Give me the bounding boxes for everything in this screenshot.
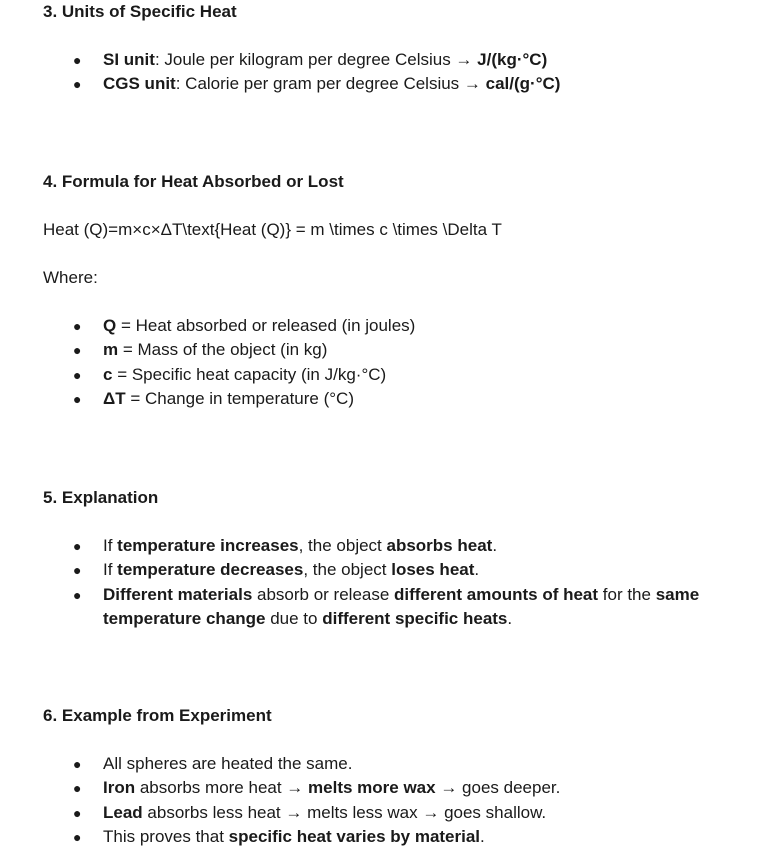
bullet-icon: ● (73, 366, 82, 383)
list-text: = Heat absorbed or released (in joules) (116, 316, 416, 335)
list-term: SI unit (103, 50, 155, 69)
list-item (0, 338, 779, 362)
list-text: If (103, 536, 118, 555)
bullet-icon: ● (73, 562, 82, 579)
list-text: . (480, 826, 485, 846)
list-item (0, 48, 779, 72)
list-unit: cal/(g·°C) (485, 74, 561, 94)
section-3-heading: 3. Units of Specific Heat (43, 2, 237, 21)
list-text: : Calorie per gram per degree Celsius → (175, 74, 486, 94)
list-text: , the object (303, 560, 392, 580)
section-6-list (0, 752, 779, 849)
bullet-icon: ● (73, 804, 82, 821)
list-item (0, 534, 779, 558)
list-text: absorbs less heat → melts less wax → goes shallow. (142, 802, 547, 822)
list-text: . (492, 536, 498, 555)
list-term: ΔT (103, 388, 126, 408)
list-unit: J/(kg·°C) (477, 50, 548, 69)
bullet-icon: ● (73, 52, 82, 68)
list-item (0, 558, 779, 582)
list-item (0, 387, 779, 411)
list-item (0, 363, 779, 387)
list-text: for the (598, 584, 656, 604)
list-bold: melts more wax (308, 778, 436, 798)
list-term: Q (103, 316, 117, 335)
bullet-icon: ● (73, 538, 82, 554)
list-text: = Change in temperature (°C) (125, 388, 354, 408)
section-3-list (0, 48, 779, 97)
list-bold: loses heat (391, 560, 475, 580)
list-text: absorbs more heat → (135, 778, 309, 798)
list-term: CGS unit (103, 74, 176, 94)
list-text: → goes deeper. (435, 778, 561, 798)
list-item (0, 583, 779, 632)
list-text: due to (265, 608, 323, 628)
list-bold: temperature decreases (117, 560, 304, 580)
list-bold: Different materials (103, 584, 253, 604)
list-item (0, 825, 779, 849)
bullet-icon: ● (73, 828, 82, 845)
section-6-heading: 6. Example from Experiment (43, 706, 272, 725)
list-bold: specific heat varies by material (228, 826, 481, 846)
list-bold: Lead (103, 802, 143, 822)
list-item (0, 801, 779, 825)
list-item (0, 752, 779, 776)
list-text: . (507, 608, 513, 628)
list-text: If (103, 560, 118, 580)
formula-text: Heat (Q)=m×c×ΔT\text{Heat (Q)} = m \times c \times \Delta T (43, 220, 502, 239)
bullet-icon: ● (73, 76, 82, 93)
bullet-icon: ● (73, 780, 82, 797)
list-bold: same temperature change (103, 584, 700, 628)
list-bold: Iron (103, 778, 136, 798)
bullet-icon: ● (73, 586, 82, 603)
list-item (0, 776, 779, 800)
list-text: = Specific heat capacity (in J/kg·°C) (112, 364, 387, 384)
bullet-icon: ● (73, 390, 82, 407)
list-text: absorb or release (252, 584, 395, 604)
section-4-list (0, 314, 779, 411)
bullet-icon: ● (73, 318, 82, 334)
list-item (0, 314, 779, 338)
section-5-list (0, 534, 779, 631)
list-item (0, 72, 779, 96)
list-text: . (474, 560, 480, 580)
list-text: This proves that (103, 826, 229, 846)
list-bold: different amounts of heat (394, 584, 599, 604)
list-text: All spheres are heated the same. (103, 754, 353, 773)
bullet-icon: ● (73, 756, 82, 772)
list-bold: temperature increases (117, 536, 299, 555)
list-text: , the object (298, 536, 387, 555)
list-text: : Joule per kilogram per degree Celsius → (154, 50, 478, 69)
where-label: Where: (43, 268, 98, 287)
list-text: = Mass of the object (in kg) (118, 340, 328, 360)
bullet-icon: ● (73, 342, 82, 359)
list-term: c (103, 364, 113, 384)
list-bold: different specific heats (322, 608, 508, 628)
list-bold: absorbs heat (386, 536, 493, 555)
section-5-heading: 5. Explanation (43, 488, 159, 507)
list-term: m (103, 340, 119, 360)
section-4-heading: 4. Formula for Heat Absorbed or Lost (43, 172, 344, 191)
